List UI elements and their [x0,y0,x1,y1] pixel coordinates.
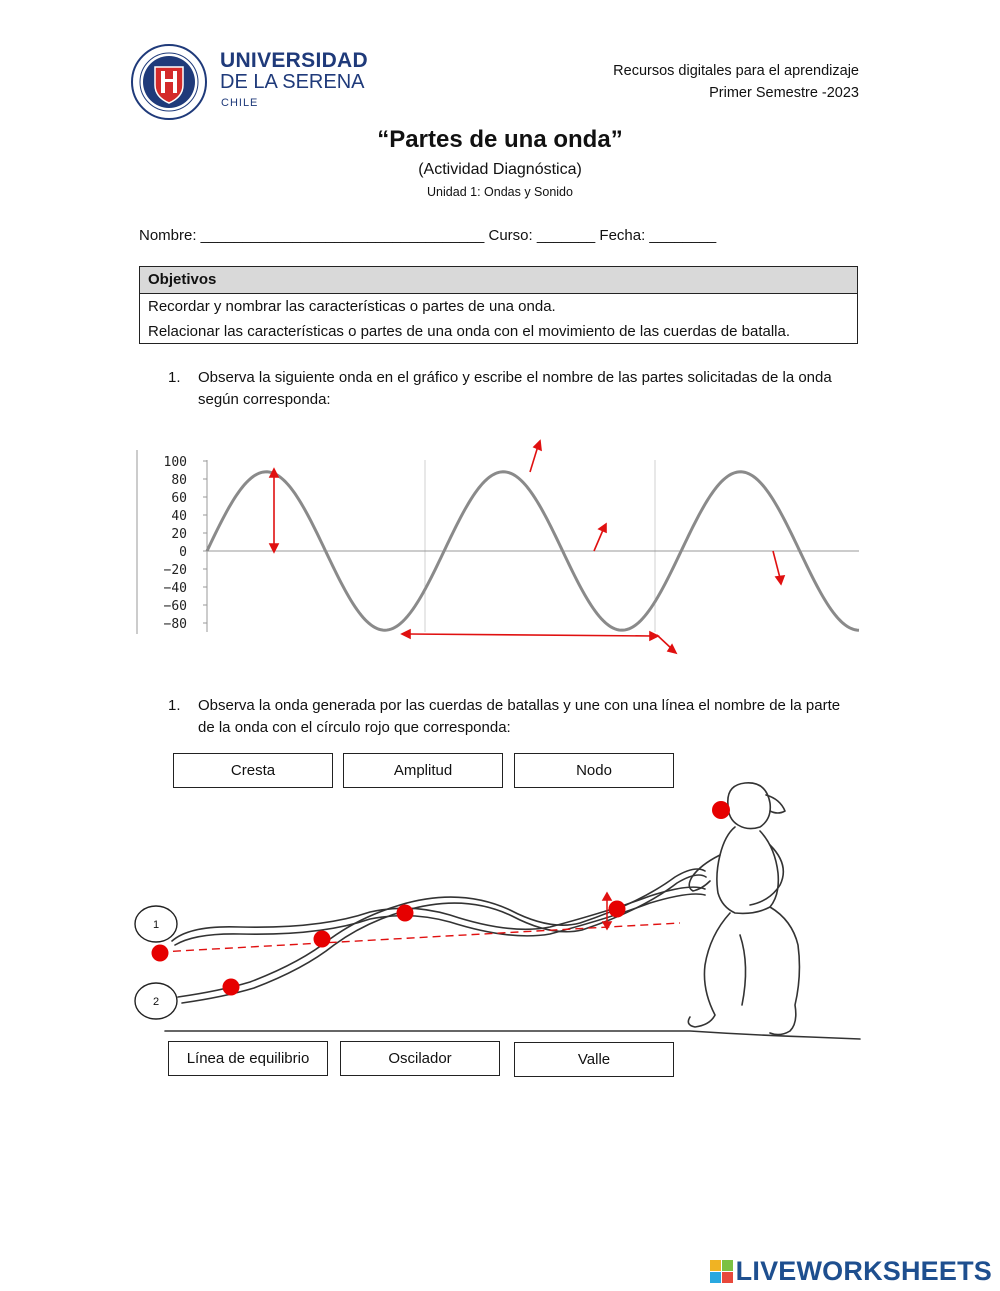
wavelength-arrowhead-right [650,632,658,640]
objectives-heading: Objetivos [140,267,857,294]
athlete-knee [740,935,746,1005]
question-1 [168,367,858,411]
objectives-table [139,266,858,344]
y-tick-label: 80 [171,473,187,488]
cube-e [722,1272,733,1283]
y-tick-label: 0 [179,545,187,560]
athlete-torso [717,827,778,913]
rope-marker-2-label: 2 [152,996,160,1008]
wave-annotation-arrows [270,441,784,653]
liveworksheets-cube-icon [710,1260,734,1284]
rope-lower-inner [182,875,706,1003]
athlete-leg-front [688,913,730,1027]
wave-chart [135,436,865,658]
question-number: 1. [168,697,181,714]
label-amplitud[interactable]: Amplitud [343,753,503,788]
target-circle-node[interactable] [314,931,331,948]
header-semester-line: Primer Semestre -2023 [709,85,859,101]
wavelength-arrowhead-left [402,630,410,638]
header-course-line: Recursos digitales para el aprendizaje [613,63,859,79]
cube-v [710,1272,721,1283]
rope-upper-inner [175,894,705,945]
rope-marker-1-label: 1 [152,919,160,931]
target-circle-oscillator[interactable] [712,801,730,819]
liveworksheets-logo [710,1256,992,1287]
wavelength-arrow [408,634,652,636]
university-country: CHILE [221,97,259,109]
university-seal-logo [130,43,208,121]
question-number: 1. [168,369,181,386]
cube-i [722,1260,733,1271]
target-circle-equilibrium[interactable] [152,945,169,962]
y-tick-label: −60 [163,599,187,614]
label-nodo[interactable]: Nodo [514,753,674,788]
objective-item: Relacionar las características o partes de una onda con el movimiento de las cuerdas de batalla. [148,323,791,340]
y-tick-labels [164,455,207,632]
y-tick-label: −40 [163,581,187,596]
ground-line [165,1031,860,1039]
cube-l [710,1260,721,1271]
page-title: “Partes de una onda” [377,126,623,153]
question-text: Observa la onda generada por las cuerdas de batallas y une con una línea el nombre de la parte de la onda con el círculo rojo que corresponda: [198,697,841,736]
student-info-line[interactable]: Nombre: __________________________________ Curso: _______ Fecha: ________ [139,227,717,244]
y-tick-label: −80 [163,617,187,632]
y-tick-label: 20 [171,527,187,542]
question-2 [168,695,858,739]
objective-item: Recordar y nombrar las características o partes de una onda. [148,298,556,315]
label-linea-equilibrio[interactable]: Línea de equilibrio [168,1041,328,1076]
y-tick-label: −20 [163,563,187,578]
y-tick-label: 60 [171,491,187,506]
university-name: UNIVERSIDAD [220,49,368,72]
battle-rope-illustration [130,775,865,1050]
rope-lower [178,869,705,997]
target-circle-trough[interactable] [223,979,240,996]
y-tick-label: 40 [171,509,187,524]
point-pointer-arrow [773,551,780,578]
athlete-leg-rear [770,907,799,1035]
label-cresta[interactable]: Cresta [173,753,333,788]
crest-pointer-arrowhead [534,441,541,450]
question-text: Observa la siguiente onda en el gráfico y escribe el nombre de las partes solicitadas de la onda según corresponda: [198,369,832,408]
y-tick-label: 100 [163,455,187,470]
label-valle[interactable]: Valle [514,1042,674,1077]
page-subtitle: (Actividad Diagnóstica) [418,161,582,178]
trough-pointer-arrow [657,635,672,649]
point-pointer-arrowhead [776,576,784,584]
target-circle-amplitude[interactable] [609,901,626,918]
athlete-arm [689,855,720,891]
crest-pointer-arrow [530,446,538,472]
rope-amplitude-arrowhead-top [603,893,611,900]
athlete-head [728,783,770,829]
rope-amplitude-arrowhead-bottom [603,922,611,929]
header-right-info [613,60,859,104]
amplitude-arrowhead-top [270,469,278,477]
liveworksheets-wordmark: LIVEWORKSHEETS [735,1256,992,1286]
university-subname: DE LA SERENA [220,71,365,93]
target-circle-crest[interactable] [397,905,414,922]
node-pointer-arrow [594,530,603,551]
unit-label: Unidad 1: Ondas y Sonido [427,185,573,199]
label-oscilador[interactable]: Oscilador [340,1041,500,1076]
node-pointer-arrowhead [599,524,606,532]
